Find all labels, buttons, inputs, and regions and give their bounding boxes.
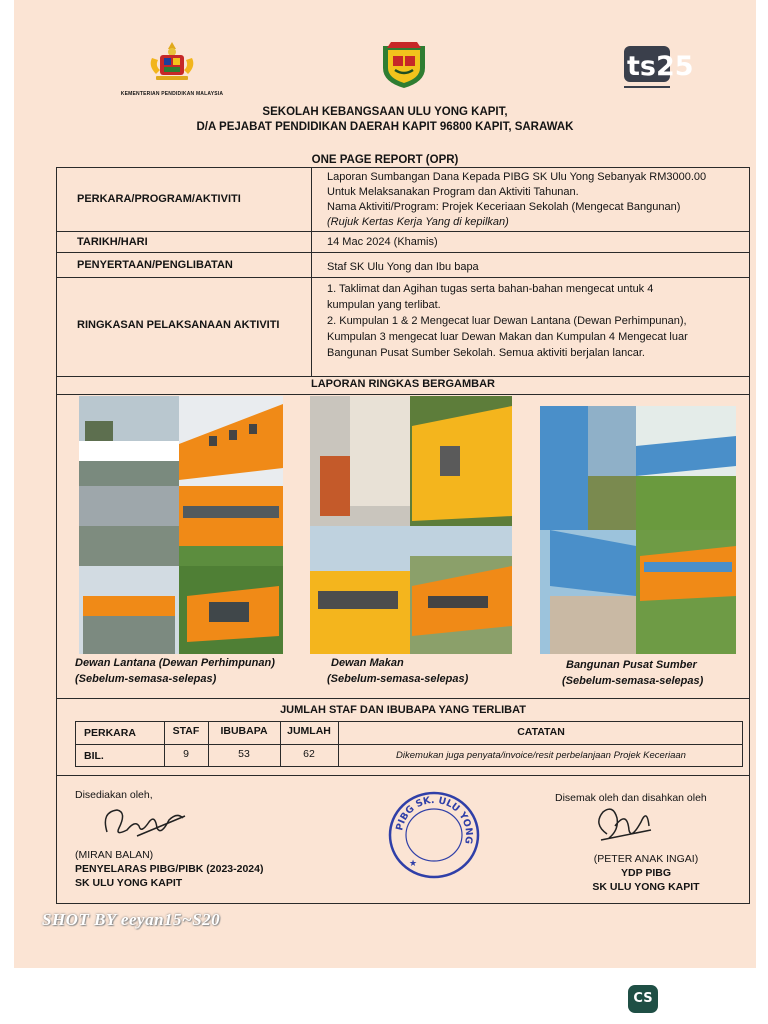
report-title: ONE PAGE REPORT (OPR) bbox=[311, 154, 459, 166]
ringkasan-line: 2. Kumpulan 1 & 2 Mengecat luar Dewan Lantana (Dewan Perhimpunan), bbox=[327, 315, 687, 327]
stamp-text: PIBG SK. ULU YONG bbox=[394, 794, 475, 845]
row-divider bbox=[57, 376, 749, 377]
ts25-mark: ts25 bbox=[627, 51, 694, 82]
header-jumlah: JUMLAH bbox=[287, 725, 331, 737]
school-name: SEKOLAH KEBANGSAAN ULU YONG KAPIT, bbox=[262, 106, 508, 118]
staf-count: 9 bbox=[183, 748, 189, 760]
camscanner-badge[interactable]: CS bbox=[628, 985, 658, 1013]
ringkasan-label: RINGKASAN PELAKSANAAN AKTIVITI bbox=[77, 319, 280, 331]
svg-text:★: ★ bbox=[409, 858, 418, 868]
ministry-logo bbox=[112, 40, 232, 97]
header-perkara: PERKARA bbox=[84, 727, 136, 739]
prepared-by-role: PENYELARAS PIBG/PIBK (2023-2024) bbox=[75, 863, 264, 875]
ringkasan-line: Kumpulan 3 mengecat luar Dewan Makan dan Kumpulan 4 Mengecat luar bbox=[327, 331, 688, 343]
report-page bbox=[14, 0, 756, 968]
summary-table bbox=[75, 721, 743, 767]
ibubapa-count: 53 bbox=[238, 748, 250, 760]
perkara-line: Untuk Melaksanakan Program dan Aktiviti Tahunan. bbox=[327, 186, 579, 198]
prepared-by-intro: Disediakan oleh, bbox=[75, 789, 153, 801]
ringkasan-line: 1. Taklimat dan Agihan tugas serta bahan-bahan mengecat untuk 4 bbox=[327, 283, 654, 295]
gallery-title: LAPORAN RINGKAS BERGAMBAR bbox=[311, 378, 495, 390]
perkara-line: Nama Aktiviti/Program: Projek Keceriaan Sekolah (Mengecat Bangunan) bbox=[327, 201, 681, 213]
caption-name: Bangunan Pusat Sumber bbox=[566, 659, 697, 671]
label-divider bbox=[311, 168, 312, 376]
caption-stage: (Sebelum-semasa-selepas) bbox=[327, 673, 469, 685]
caption-pusat-sumber bbox=[562, 657, 703, 689]
penyertaan-value: Staf SK Ulu Yong dan Ibu bapa bbox=[327, 261, 479, 273]
photo-group-dewan-lantana bbox=[79, 396, 283, 654]
building-photo bbox=[310, 396, 512, 654]
header-ibubapa: IBUBAPA bbox=[220, 725, 268, 737]
catatan-text: Dikemukan juga penyata/invoice/resit perbelanjaan Projek Keceriaan bbox=[396, 750, 686, 761]
school-crest-icon bbox=[377, 40, 431, 90]
row-divider bbox=[57, 277, 749, 278]
caption-dewan-lantana bbox=[75, 655, 275, 687]
tarikh-label: TARIKH/HARI bbox=[77, 236, 148, 248]
approved-by-name: (PETER ANAK INGAI) bbox=[593, 853, 699, 865]
prepared-by-school: SK ULU YONG KAPIT bbox=[75, 877, 183, 889]
approved-by-role: YDP PIBG bbox=[621, 867, 671, 879]
row-divider bbox=[57, 394, 749, 395]
approved-by-school: SK ULU YONG KAPIT bbox=[592, 881, 700, 893]
ringkasan-line: kumpulan yang terlibat. bbox=[327, 299, 441, 311]
perkara-value bbox=[327, 170, 741, 230]
ministry-caption: KEMENTERIAN PENDIDIKAN MALAYSIA bbox=[120, 91, 224, 97]
approved-by-block bbox=[571, 852, 721, 894]
caption-stage: (Sebelum-semasa-selepas) bbox=[75, 673, 217, 685]
report-table bbox=[56, 167, 750, 904]
prepared-by-block bbox=[75, 848, 263, 890]
building-photo bbox=[540, 406, 736, 654]
row-divider bbox=[57, 698, 749, 699]
caption-name: Dewan Lantana (Dewan Perhimpunan) bbox=[75, 657, 275, 669]
signature-left bbox=[97, 802, 197, 848]
penyertaan-label: PENYERTAAN/PENGLIBATAN bbox=[77, 259, 233, 271]
tarikh-value: 14 Mac 2024 (Khamis) bbox=[327, 236, 438, 248]
caption-stage: (Sebelum-semasa-selepas) bbox=[562, 675, 704, 687]
ringkasan-line: Bangunan Pusat Sumber Sekolah. Semua aktiviti berjalan lancar. bbox=[327, 347, 645, 359]
school-crest bbox=[377, 40, 431, 95]
building-photo bbox=[79, 396, 283, 654]
pibg-stamp bbox=[387, 790, 481, 880]
photo-group-pusat-sumber bbox=[540, 406, 736, 654]
coat-of-arms-icon bbox=[112, 40, 232, 84]
header-staf: STAF bbox=[172, 725, 200, 737]
photo-watermark: SHOT BY eeyan15~S20 bbox=[42, 910, 221, 929]
perkara-label: PERKARA/PROGRAM/AKTIVITI bbox=[77, 193, 241, 205]
ts25-logo bbox=[620, 42, 694, 97]
table-divider bbox=[76, 744, 742, 745]
caption-dewan-makan bbox=[327, 655, 468, 687]
ts25-icon bbox=[620, 42, 694, 92]
approved-by-intro: Disemak oleh dan disahkan oleh bbox=[555, 792, 707, 804]
signature-right bbox=[587, 800, 657, 848]
perkara-note: (Rujuk Kertas Kerja Yang di kepilkan) bbox=[327, 216, 509, 228]
photo-group-dewan-makan bbox=[310, 396, 512, 654]
prepared-by-name: (MIRAN BALAN) bbox=[75, 849, 154, 861]
caption-name: Dewan Makan bbox=[331, 657, 404, 669]
ringkasan-value bbox=[327, 281, 741, 361]
school-address: D/A PEJABAT PENDIDIKAN DAERAH KAPIT 96800 KAPIT, SARAWAK bbox=[196, 121, 574, 133]
row-divider bbox=[57, 775, 749, 776]
row-label: BIL. bbox=[84, 750, 104, 762]
row-divider bbox=[57, 252, 749, 253]
header-catatan: CATATAN bbox=[517, 726, 565, 738]
summary-title: JUMLAH STAF DAN IBUBAPA YANG TERLIBAT bbox=[280, 704, 526, 716]
perkara-line: Laporan Sumbangan Dana Kepada PIBG SK Ulu Yong Sebanyak RM3000.00 bbox=[327, 171, 707, 183]
row-divider bbox=[57, 231, 749, 232]
jumlah-count: 62 bbox=[303, 748, 315, 760]
